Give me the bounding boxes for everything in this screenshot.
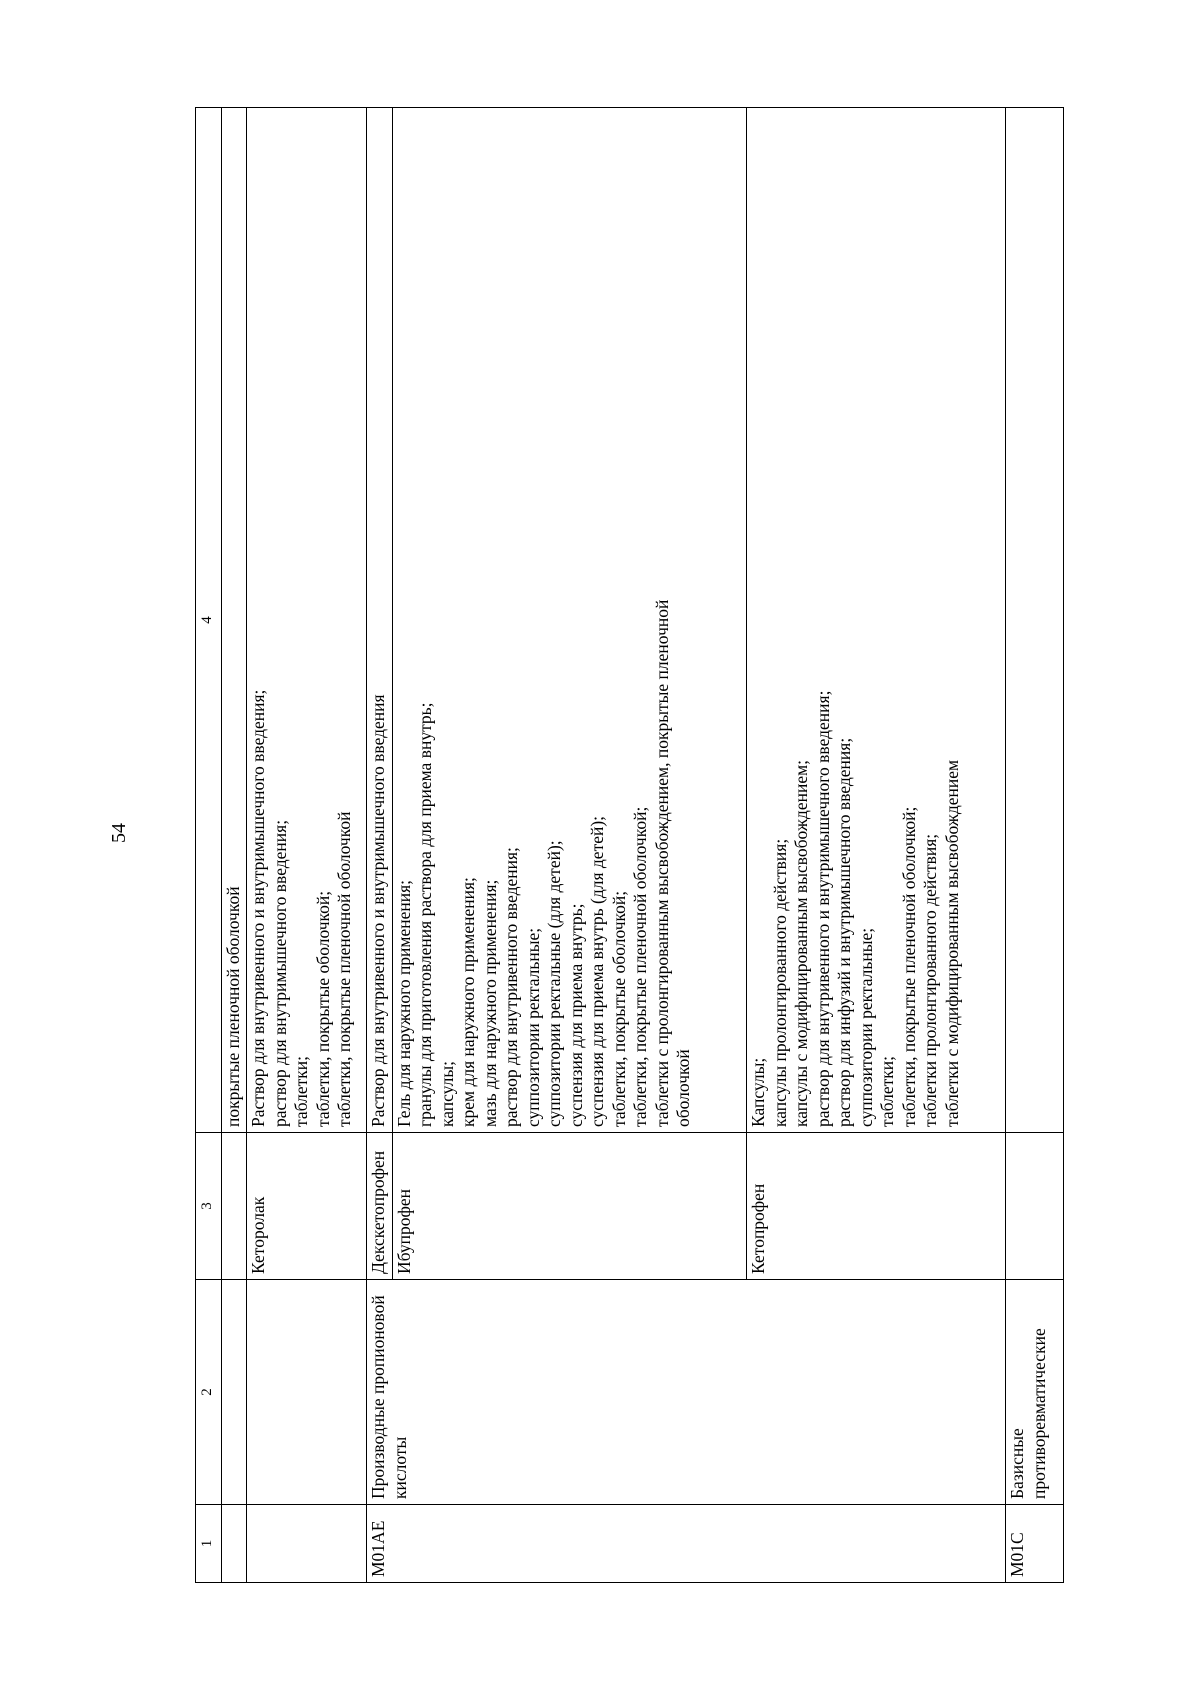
form-line: крем для наружного применения; <box>458 877 479 1127</box>
drug-cell <box>1006 1133 1064 1280</box>
table-row <box>247 108 367 1583</box>
page-number: 54 <box>108 823 130 843</box>
form-line: таблетки, покрытые оболочкой; <box>608 890 629 1127</box>
drug-name: Кетопрофен <box>748 1183 769 1274</box>
atc-code-cell <box>221 1505 246 1583</box>
forms-cell <box>367 108 392 1133</box>
form-line: таблетки с пролонгированным высвобождением, покрытые пленочной <box>651 599 672 1127</box>
drug-table <box>195 107 1064 1583</box>
group-cell <box>367 1280 1006 1505</box>
form-line: суппозитории ректальные; <box>522 927 543 1127</box>
forms-cell <box>747 108 1006 1133</box>
form-line: таблетки, покрытые пленочной оболочкой; <box>898 806 919 1127</box>
column-number-4: 4 <box>196 108 222 1133</box>
drug-cell <box>392 1133 747 1280</box>
form-line: капсулы с модифицированным высвобождением; <box>791 759 812 1127</box>
group-cell <box>221 1280 246 1505</box>
forms-cell <box>392 108 747 1133</box>
form-line: раствор для внутривенного и внутримышечного введения; <box>812 690 833 1127</box>
group-cell <box>247 1280 367 1505</box>
form-line: Раствор для внутривенного и внутримышечного введения; <box>248 689 269 1127</box>
group-name-line: Базисные <box>1007 1428 1028 1499</box>
group-name: Производные пропионовой кислоты <box>368 1295 410 1499</box>
forms-cell <box>247 108 367 1133</box>
form-line: капсулы пролонгированного действия; <box>769 838 790 1127</box>
drug-name: Кеторолак <box>248 1196 269 1274</box>
form-line: таблетки, покрытые оболочкой; <box>312 890 333 1127</box>
form-line: оболочкой <box>673 1049 694 1127</box>
form-line: таблетки, покрытые пленочной оболочкой; <box>630 806 651 1127</box>
column-number-row <box>196 108 222 1583</box>
form-line: суппозитории ректальные; <box>855 927 876 1127</box>
table-row <box>367 108 392 1583</box>
form-line: мазь для наружного применения; <box>479 879 500 1127</box>
form-line: Капсулы; <box>748 1057 769 1127</box>
forms-cell <box>1006 108 1064 1133</box>
drug-cell <box>367 1133 392 1280</box>
form-line: капсулы; <box>436 1060 457 1127</box>
group-name-line: противоревматические <box>1028 1328 1049 1499</box>
form-line: суспензия для приема внутрь (для детей); <box>587 815 608 1127</box>
form-line: покрытые пленочной оболочкой <box>222 886 243 1127</box>
form-line: Гель для наружного применения; <box>393 879 414 1127</box>
table-row <box>221 108 246 1583</box>
column-number-3: 3 <box>196 1133 222 1280</box>
form-line: таблетки; <box>877 1056 898 1127</box>
drug-name: Декскетопрофен <box>368 1150 389 1274</box>
form-line: таблетки; <box>291 1056 312 1127</box>
form-line: таблетки, покрытые пленочной оболочкой <box>334 811 355 1127</box>
form-line: раствор для инфузий и внутримышечного введения; <box>834 737 855 1127</box>
atc-code: M01C <box>1007 1532 1028 1577</box>
form-line: суспензия для приема внутрь; <box>565 903 586 1127</box>
forms-cell <box>221 108 246 1133</box>
drug-cell <box>747 1133 1006 1280</box>
column-number-2: 2 <box>196 1280 222 1505</box>
atc-code-cell <box>367 1505 1006 1583</box>
form-line: таблетки пролонгированного действия; <box>920 833 941 1127</box>
form-line: раствор для внутривенного введения; <box>501 847 522 1127</box>
atc-code: M01AE <box>368 1520 389 1577</box>
form-line: Раствор для внутривенного и внутримышечного введения <box>368 694 389 1127</box>
rotated-page <box>195 108 1064 1583</box>
form-line: суппозитории ректальные (для детей); <box>544 840 565 1127</box>
form-line: раствор для внутримышечного введения; <box>269 819 290 1127</box>
column-number-1: 1 <box>196 1505 222 1583</box>
drug-name: Ибупрофен <box>393 1189 414 1274</box>
form-line: таблетки с модифицированным высвобождением <box>941 759 962 1127</box>
form-line: гранулы для приготовления раствора для приема внутрь; <box>415 702 436 1127</box>
atc-code-cell <box>1006 1505 1064 1583</box>
drug-cell <box>247 1133 367 1280</box>
table-row <box>1006 108 1064 1583</box>
atc-code-cell <box>247 1505 367 1583</box>
group-cell <box>1006 1280 1064 1505</box>
drug-cell <box>221 1133 246 1280</box>
